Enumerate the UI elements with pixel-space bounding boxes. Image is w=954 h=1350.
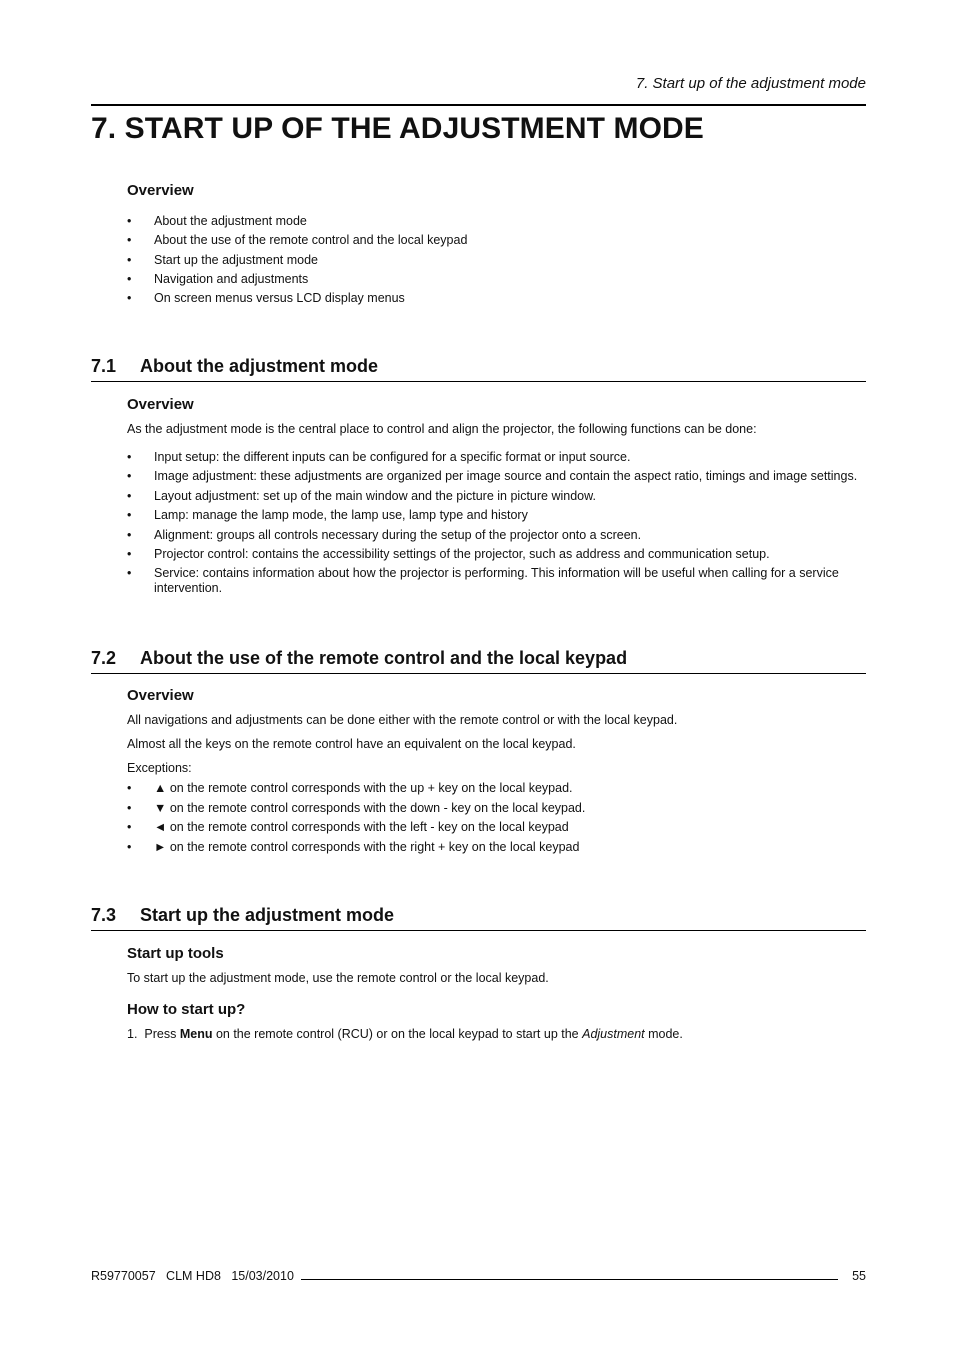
paragraph: To start up the adjustment mode, use the remote control or the local keypad.	[127, 971, 549, 985]
bullet: •	[127, 820, 132, 834]
section-rule	[91, 381, 866, 382]
list-item: • Alignment: groups all controls necessary during the setup of the projector onto a screen.	[127, 527, 642, 542]
bullet: •	[127, 488, 132, 503]
bullet: •	[127, 252, 132, 267]
section-rule	[91, 930, 866, 931]
list-item: • Layout adjustment: set up of the main window and the picture in picture window.	[127, 488, 596, 503]
overview-heading: Overview	[127, 182, 194, 199]
step-1: 1. Press Menu on the remote control (RCU) or on the local keypad to start up the Adjustment mode.	[127, 1027, 683, 1041]
subheading: Overview	[127, 396, 194, 413]
list-item: • About the use of the remote control and the local keypad	[127, 231, 867, 250]
header-rule	[91, 104, 866, 106]
paragraph: As the adjustment mode is the central place to control and align the projector, the following functions can be done:	[127, 422, 757, 436]
chapter-title: 7. START UP OF THE ADJUSTMENT MODE	[91, 112, 704, 145]
paragraph: Almost all the keys on the remote control have an equivalent on the local keypad.	[127, 737, 576, 751]
list-item: • On screen menus versus LCD display menus	[127, 289, 867, 308]
bullet: •	[127, 527, 132, 542]
paragraph: All navigations and adjustments can be done either with the remote control or with the local keypad.	[127, 713, 678, 727]
subheading: Overview	[127, 687, 194, 704]
bullet: •	[127, 781, 132, 795]
footer-doc-info: R59770057 CLM HD8 15/03/2010	[91, 1269, 294, 1283]
section-title: About the adjustment mode	[140, 356, 378, 376]
page-number: 55	[852, 1269, 866, 1283]
bullet: •	[127, 508, 132, 523]
list-item: • ▲ on the remote control corresponds with the up + key on the local keypad.	[127, 779, 867, 799]
bullet: •	[127, 566, 132, 581]
list-item: • ◄ on the remote control corresponds with the left - key on the local keypad	[127, 818, 867, 838]
list-item: • ▼ on the remote control corresponds with the down - key on the local keypad.	[127, 799, 867, 819]
bullet: •	[127, 546, 132, 561]
list-item: • Lamp: manage the lamp mode, the lamp use, lamp type and history	[127, 508, 528, 523]
step-number: 1.	[127, 1027, 138, 1041]
bullet: •	[127, 291, 132, 306]
paragraph: Exceptions:	[127, 761, 192, 775]
footer-rule	[301, 1279, 838, 1280]
section-title: About the use of the remote control and the local keypad	[140, 648, 628, 668]
list-item: • About the adjustment mode	[127, 212, 867, 231]
section-number: 7.2	[91, 648, 117, 668]
bullet: •	[127, 233, 132, 248]
subheading: Start up tools	[127, 945, 224, 962]
list-item: • Input setup: the different inputs can be configured for a specific format or input source.	[127, 450, 631, 464]
menu-key: Menu	[179, 1027, 213, 1041]
section-title: Start up the adjustment mode	[140, 905, 395, 925]
section-rule	[91, 673, 866, 674]
subheading: How to start up?	[127, 1001, 246, 1018]
bullet: •	[127, 271, 132, 286]
bullet: •	[127, 839, 132, 854]
list-item: • ► on the remote control corresponds with the right + key on the local keypad	[127, 838, 867, 858]
bullet: •	[127, 469, 132, 484]
section-number: 7.3	[91, 905, 117, 925]
bullet: •	[127, 214, 132, 228]
running-header: 7. Start up of the adjustment mode	[635, 75, 866, 92]
section-number: 7.1	[91, 356, 117, 376]
list-item: • Projector control: contains the accessibility settings of the projector, such as address and communication setup.	[127, 546, 770, 561]
list-item: • Image adjustment: these adjustments are organized per image source and contain the aspect ratio, timings and image settings.	[127, 469, 858, 484]
exceptions-list	[127, 779, 867, 857]
bullet: •	[127, 800, 132, 815]
list-item: • Start up the adjustment mode	[127, 251, 867, 270]
functions-list	[127, 450, 867, 596]
overview-list	[127, 212, 867, 308]
list-item: • Navigation and adjustments	[127, 270, 867, 289]
bullet: •	[127, 450, 132, 464]
mode-name: Adjustment	[582, 1027, 645, 1041]
list-item: • Service: contains information about how the projector is performing. This information will be useful when calling for a service intervention.	[127, 566, 839, 596]
